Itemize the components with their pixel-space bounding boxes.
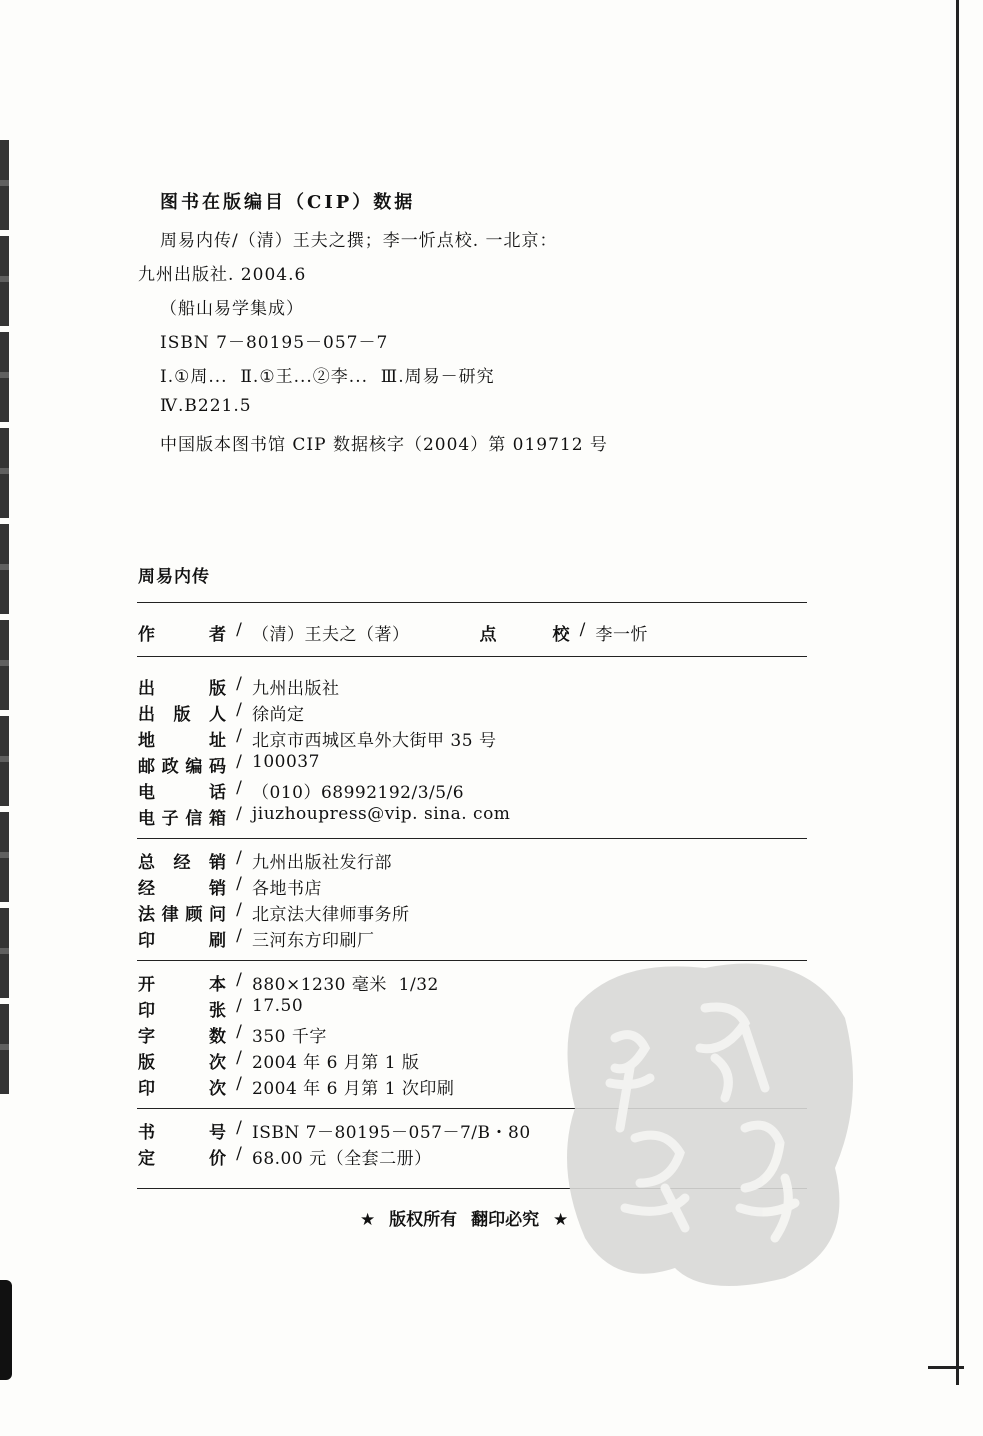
row-value: 北京法大律师事务所: [252, 905, 410, 925]
row-label: 印 张: [138, 1001, 226, 1021]
info-row: [138, 752, 320, 777]
separator: /: [236, 752, 242, 772]
info-row: [138, 804, 510, 829]
row-label: 邮 政 编 码: [138, 757, 226, 777]
row-label: 印 次: [138, 1079, 226, 1099]
row-value: 徐尚定: [252, 705, 305, 725]
row-value: 北京市西城区阜外大街甲 35 号: [252, 731, 497, 751]
info-row: [138, 1074, 454, 1099]
info-row: [138, 1118, 531, 1143]
proofreader-label: 点 校: [479, 625, 570, 645]
price-value: 68.00 元（全套二册）: [252, 1149, 432, 1169]
separator: /: [236, 700, 242, 720]
separator: /: [236, 804, 242, 824]
seal-text: 龍學院籍: [555, 933, 620, 952]
row-label: 印 刷: [138, 931, 226, 951]
row-label: 电 话: [138, 783, 226, 803]
row-label: 经 销: [138, 879, 226, 899]
row-value: 九州出版社发行部: [252, 853, 392, 873]
info-row: [138, 1048, 419, 1073]
row-label: 字 数: [138, 1027, 226, 1047]
scan-edge-left-bottom: [0, 1280, 12, 1380]
scan-corner-mark: [928, 1366, 964, 1369]
info-row: [138, 996, 303, 1021]
separator: /: [236, 848, 242, 868]
cip-line: （船山易学集成）: [160, 299, 304, 319]
info-row: [138, 778, 464, 803]
row-value: 三河东方印刷厂: [252, 931, 375, 951]
star-icon: ★: [360, 1210, 376, 1230]
separator: /: [236, 996, 242, 1016]
info-row: [138, 874, 322, 899]
separator: /: [236, 1074, 242, 1094]
row-label: 出 版 人: [138, 705, 226, 725]
cip-line: 周易内传/（清）王夫之撰；李一忻点校. 一北京：: [160, 231, 558, 251]
row-value: 2004 年 6 月第 1 版: [252, 1053, 420, 1073]
author-row: [138, 620, 648, 645]
scan-edge-left: [0, 140, 9, 1100]
row-value: （010）68992192/3/5/6: [252, 783, 465, 803]
scan-edge-right: [956, 0, 959, 1385]
row-value: 17.50: [252, 996, 304, 1016]
cip-line: 中国版本图书馆 CIP 数据核字（2004）第 019712 号: [160, 435, 608, 455]
divider: [137, 602, 807, 603]
info-row: [138, 1144, 432, 1169]
info-row: [138, 900, 410, 925]
row-label: 版 次: [138, 1053, 226, 1073]
cip-line: ISBN 7－80195－057－7: [160, 333, 389, 353]
separator: /: [579, 620, 586, 640]
row-value: 九州出版社: [252, 679, 340, 699]
separator: /: [236, 1022, 242, 1042]
row-label: 开 本: [138, 975, 226, 995]
info-row: [138, 1022, 327, 1047]
row-value: 2004 年 6 月第 1 次印刷: [252, 1079, 455, 1099]
separator: /: [236, 778, 242, 798]
copyright-right: 翻印必究: [471, 1210, 540, 1230]
row-value: 880×1230 毫米 1/32: [252, 975, 439, 995]
author-label: 作 者: [138, 625, 226, 645]
info-row: [138, 674, 340, 699]
info-row: [138, 726, 496, 751]
separator: /: [236, 874, 242, 894]
row-label: 法 律 顾 问: [138, 905, 226, 925]
row-label: 书 号: [138, 1123, 226, 1143]
divider: [137, 838, 807, 839]
separator: /: [236, 926, 242, 946]
cip-line: 九州出版社. 2004.6: [138, 265, 307, 285]
copyright-left: 版权所有: [389, 1210, 458, 1230]
library-seal-stamp: [555, 933, 865, 1293]
isbn-value: ISBN 7－80195－057－7/B・80: [252, 1123, 531, 1143]
row-label: 地 址: [138, 731, 226, 751]
info-row: [138, 700, 305, 725]
book-title: 周易内传: [138, 567, 210, 587]
info-row: [138, 926, 375, 951]
email-value: jiuzhoupress@vip. sina. com: [252, 804, 511, 824]
copyright-notice: [356, 1205, 572, 1230]
star-icon: ★: [553, 1210, 569, 1230]
row-value: 350 千字: [252, 1027, 327, 1047]
separator: /: [236, 620, 242, 640]
info-row: [138, 970, 439, 995]
separator: /: [236, 1048, 242, 1068]
row-label: 定 价: [138, 1149, 226, 1169]
divider: [137, 656, 807, 657]
info-row: [138, 848, 392, 873]
row-label: 出 版: [138, 679, 226, 699]
separator: /: [236, 1144, 242, 1164]
separator: /: [236, 674, 242, 694]
author-value: （清）王夫之（著）: [252, 625, 410, 645]
proofreader-value: 李一忻: [595, 625, 648, 645]
separator: /: [236, 900, 242, 920]
cip-title: 图书在版编目（CIP）数据: [160, 192, 416, 213]
row-value: 各地书店: [252, 879, 322, 899]
cip-line: Ⅳ.B221.5: [160, 396, 252, 416]
row-value: 100037: [252, 752, 320, 772]
separator: /: [236, 970, 242, 990]
separator: /: [236, 726, 242, 746]
cip-line: Ⅰ.①周... Ⅱ.①王...②李... Ⅲ.周易－研究: [160, 367, 495, 387]
row-label: 电 子 信 箱: [138, 809, 226, 829]
separator: /: [236, 1118, 242, 1138]
row-label: 总 经 销: [138, 853, 226, 873]
